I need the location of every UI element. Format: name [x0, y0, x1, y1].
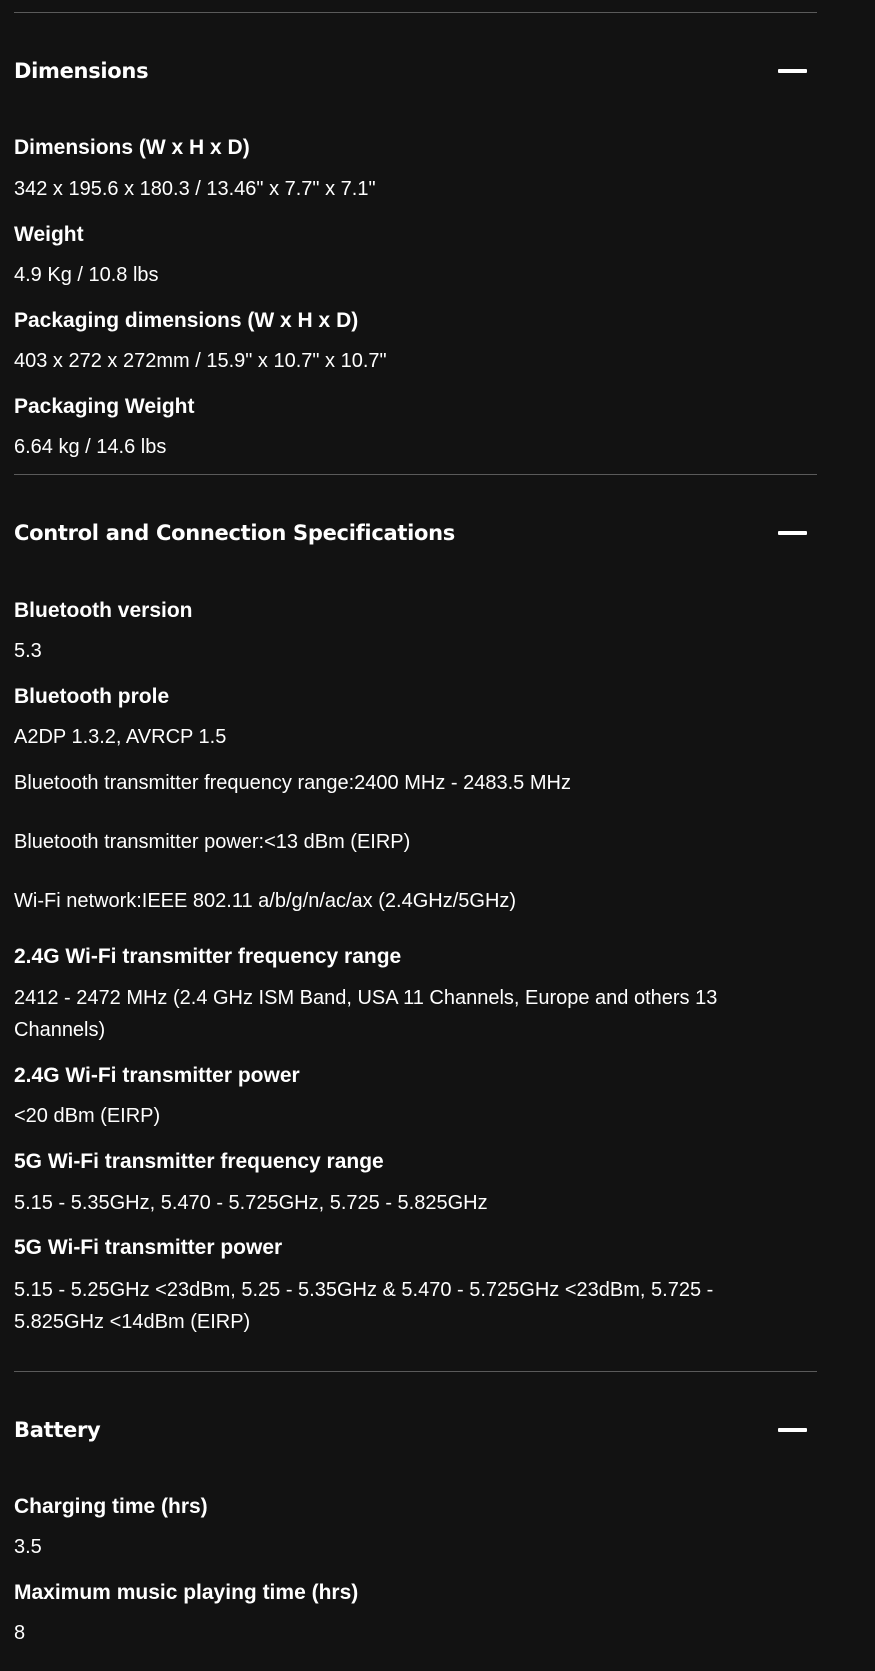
spec-value: Wi-Fi network:IEEE 802.11 a/b/g/n/ac/ax (2.4GHz/5GHz) [14, 890, 517, 912]
spec-value: A2DP 1.3.2, AVRCP 1.5 [14, 726, 227, 748]
spec-value: 342 x 195.6 x 180.3 / 13.46" x 7.7" x 7.1" [14, 178, 376, 200]
spec-label: 5G Wi-Fi transmitter power [14, 1236, 283, 1259]
minus-icon[interactable] [778, 531, 807, 535]
spec-label: Packaging dimensions (W x H x D) [14, 309, 359, 332]
spec-value: 8 [14, 1622, 26, 1644]
section-header-battery[interactable] [14, 1410, 817, 1450]
section-divider [14, 12, 817, 13]
spec-label: Dimensions (W x H x D) [14, 136, 250, 159]
spec-value: <20 dBm (EIRP) [14, 1105, 161, 1127]
spec-value: 4.9 Kg / 10.8 lbs [14, 264, 159, 286]
section-header-control-connection[interactable] [14, 513, 817, 553]
spec-label: Bluetooth prole [14, 685, 170, 708]
spec-value: 5.15 - 5.35GHz, 5.470 - 5.725GHz, 5.725 - 5.825GHz [14, 1192, 488, 1214]
minus-icon[interactable] [778, 1428, 807, 1432]
section-title: Dimensions [14, 59, 149, 83]
spec-value: 2412 - 2472 MHz (2.4 GHz ISM Band, USA 11 Channels, Europe and others 13 Channels) [14, 987, 718, 1041]
spec-value: Bluetooth transmitter power:<13 dBm (EIRP) [14, 831, 411, 853]
section-title: Control and Connection Specifications [14, 521, 455, 545]
section-header-dimensions[interactable] [14, 51, 817, 91]
spec-value: Bluetooth transmitter frequency range:2400 MHz - 2483.5 MHz [14, 772, 571, 794]
spec-value: 5.3 [14, 640, 42, 662]
spec-label: Charging time (hrs) [14, 1495, 208, 1518]
spec-label: 5G Wi-Fi transmitter frequency range [14, 1150, 384, 1173]
spec-label: Packaging Weight [14, 395, 195, 418]
minus-icon[interactable] [778, 69, 807, 73]
section-divider [14, 1371, 817, 1372]
spec-label: 2.4G Wi-Fi transmitter power [14, 1064, 300, 1087]
spec-value: 6.64 kg / 14.6 lbs [14, 436, 167, 458]
spec-label: Maximum music playing time (hrs) [14, 1581, 359, 1604]
spec-label: 2.4G Wi-Fi transmitter frequency range [14, 945, 402, 968]
spec-label: Bluetooth version [14, 599, 193, 622]
spec-value: 403 x 272 x 272mm / 15.9" x 10.7" x 10.7" [14, 350, 387, 372]
section-title: Battery [14, 1418, 101, 1442]
spec-value: 3.5 [14, 1536, 42, 1558]
spec-value: 5.15 - 5.25GHz <23dBm, 5.25 - 5.35GHz & 5.470 - 5.725GHz <23dBm, 5.725 - 5.825GHz <14dBm (EIRP) [14, 1279, 714, 1333]
section-divider [14, 474, 817, 475]
spec-label: Weight [14, 223, 84, 246]
